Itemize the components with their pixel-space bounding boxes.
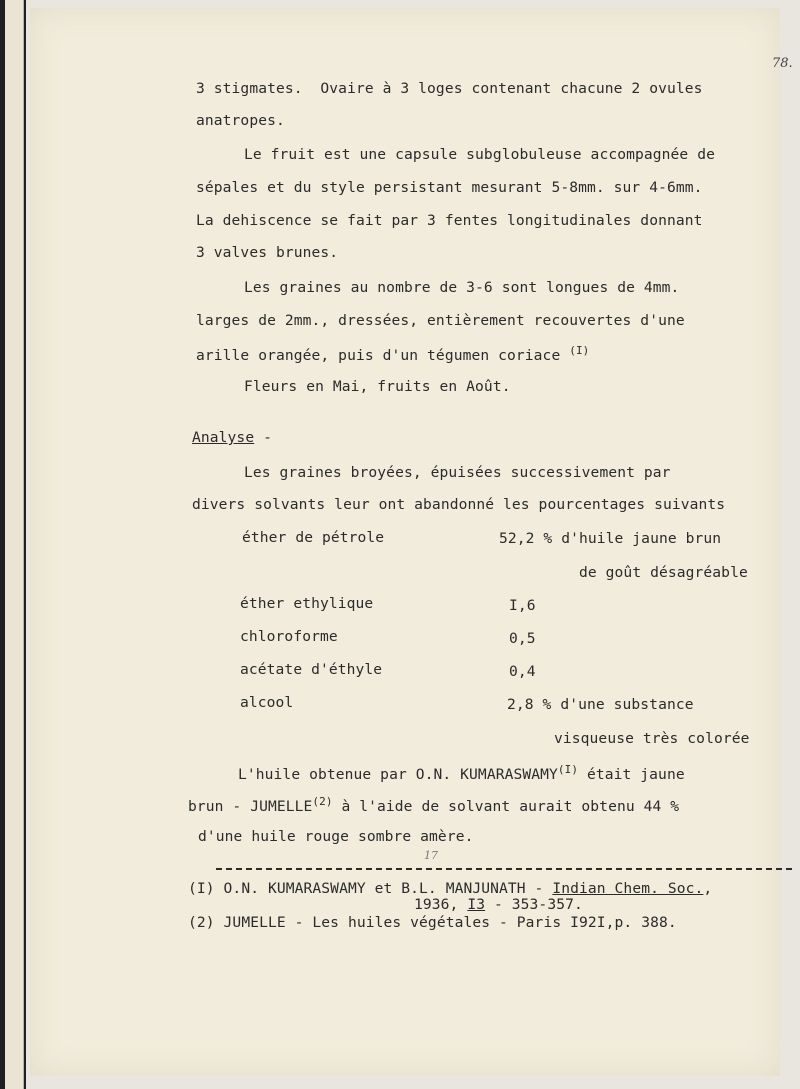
document-page: [30, 8, 793, 1076]
solvent-name: éther ethylique: [240, 595, 374, 612]
solvent-note: de goût désagréable: [579, 564, 748, 581]
text-line: larges de 2mm., dressées, entièrement recouvertes d'une: [196, 312, 685, 329]
text-line: sépales et du style persistant mesurant 5-8mm. sur 4-6mm.: [196, 179, 703, 196]
text-line: anatropes.: [196, 112, 285, 129]
solvent-value: 0,4: [509, 663, 536, 680]
solvent-name: éther de pétrole: [242, 529, 385, 546]
solvent-name: alcool: [240, 694, 294, 711]
page-number: 78.: [772, 56, 793, 71]
footnote-ref: (2): [312, 795, 333, 808]
text-line: divers solvants leur ont abandonné les pourcentages suivants: [192, 496, 726, 513]
solvent-name: chloroforme: [240, 628, 338, 645]
pencil-mark: 17: [424, 849, 438, 862]
footnote-1-cont: 1936, I3 - 353-357.: [414, 896, 583, 913]
footnote-ref: (I): [557, 763, 579, 776]
text-line: brun - JUMELLE$^{(2)}$ à l'aide de solvant aurait obtenu 44 %: [188, 795, 680, 815]
text-line: Le fruit est une capsule subglobuleuse accompagnée de: [244, 146, 715, 163]
text-line: L'huile obtenue par O.N. $KUMARASWAMY^{(I)}$ était jaune: [238, 763, 685, 783]
solvent-value: 52,2 % d'huile jaune brun: [499, 530, 722, 547]
solvent-value: 2,8 % d'une substance: [507, 696, 694, 713]
solvent-name: acétate d'éthyle: [240, 661, 383, 678]
text-line: 3 valves brunes.: [196, 244, 339, 261]
footnote-2: (2) JUMELLE - Les huiles végétales - Paris I92I,p. 388.: [188, 914, 677, 931]
solvent-value: I,6: [509, 597, 536, 614]
solvent-value: 0,5: [509, 630, 536, 647]
text-line: d'une huile rouge sombre amère.: [198, 828, 474, 845]
text-line: arille orangée, puis d'un tégumen coriace $^{(I)}$: [196, 344, 590, 364]
text-line: Les graines broyées, épuisées successivement par: [244, 464, 671, 481]
text-line: 3 stigmates. Ovaire à 3 loges contenant chacune 2 ovules: [196, 80, 703, 97]
section-heading: Analyse -: [192, 429, 272, 446]
adjacent-page-edge: [5, 0, 24, 1089]
solvent-note: visqueuse très colorée: [554, 730, 750, 747]
text-line: Les graines au nombre de 3-6 sont longues de 4mm.: [244, 279, 680, 296]
footnote-1: (I) O.N. KUMARASWAMY et B.L. MANJUNATH - Indian Chem. Soc.,: [188, 880, 713, 897]
footnote-rule: [216, 868, 792, 870]
footnote-ref: (I): [569, 344, 590, 357]
text-line: Fleurs en Mai, fruits en Août.: [244, 378, 511, 395]
text-line: La dehiscence se fait par 3 fentes longitudinales donnant: [196, 212, 703, 229]
